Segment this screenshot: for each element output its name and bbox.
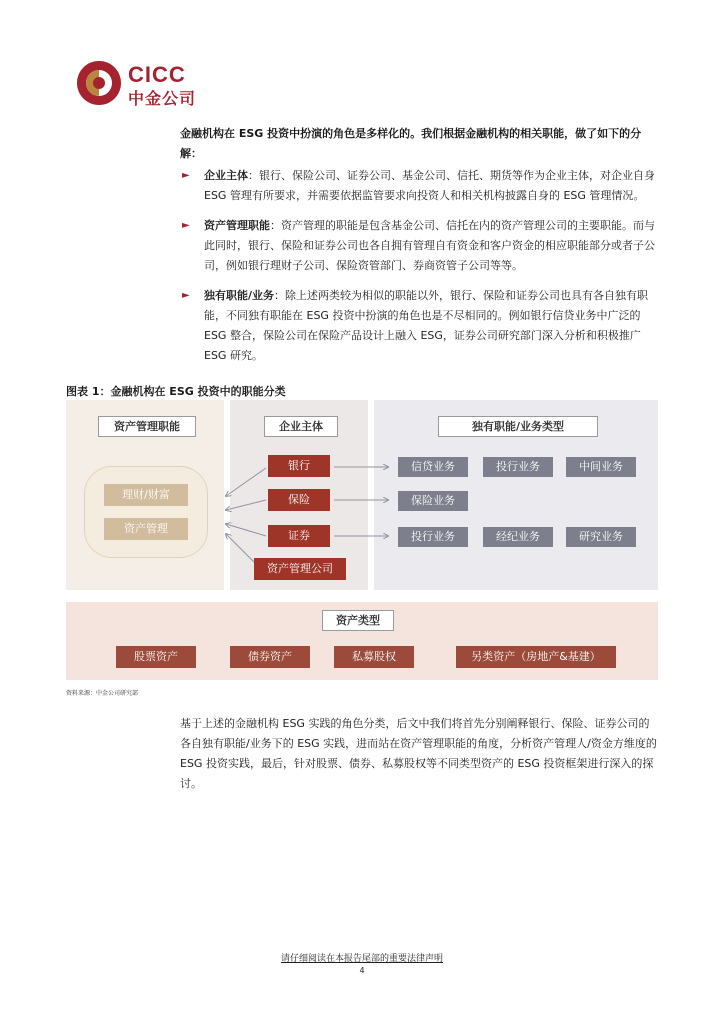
entity-bank: 银行 — [268, 455, 330, 477]
asset-type-alternative: 另类资产（房地产&基建） — [456, 646, 616, 668]
asset-management-header: 资产管理职能 — [98, 416, 196, 437]
bullet-list — [180, 166, 660, 376]
logo-text-cn: 中金公司 — [128, 89, 197, 108]
legal-notice-text: 请仔细阅读在本报告尾部的重要法律声明 — [280, 954, 443, 964]
figure-source: 资料来源：中金公司研究部 — [66, 690, 139, 697]
bullet-term: 资产管理职能 — [204, 219, 270, 232]
arrow-securities-to-asset — [226, 524, 266, 536]
figure-title: 图表 1：金融机构在 ESG 投资中的职能分类 — [66, 385, 286, 398]
asset-item-wealth: 理财/财富 — [104, 484, 188, 506]
body-paragraph: 基于上述的金融机构 ESG 实践的角色分类，后文中我们将首先分别阐释银行、保险、证券公司的各自独有职能/业务下的 ESG 实践，进而站在资产管理职能的角度，分析资产管理人/资金方维度的 ESG 投资实践，最后，针对股票、债券、私募股权等不同类型资产的 ESG 投资框架进行深入的探讨。 — [180, 717, 657, 790]
service-intermediary: 中间业务 — [566, 457, 636, 477]
service-investment-banking: 投行业务 — [398, 527, 468, 547]
asset-type-private-equity: 私募股权 — [334, 646, 414, 668]
entity-asset-management-company: 资产管理公司 — [254, 558, 346, 580]
diagram-arrows — [66, 400, 658, 600]
bullet-text: ：银行、保险公司、证券公司、基金公司、信托、期货等作为企业主体，对企业自身 ESG 管理有所要求，并需要依据监管要求向投资人和相关机构披露自身的 ESG 管理情况。 — [204, 169, 655, 202]
triangle-bullet-icon: ► — [182, 220, 190, 231]
cicc-logo — [76, 58, 206, 108]
arrow-bank-to-asset — [226, 468, 266, 496]
intro-paragraph: 金融机构在 ESG 投资中扮演的角色是多样化的。我们根据金融机构的相关职能，做了如下的分解： — [180, 127, 642, 160]
service-credit: 信贷业务 — [398, 457, 468, 477]
bullet-item — [180, 216, 660, 276]
asset-type-equity: 股票资产 — [116, 646, 196, 668]
entity-insurance: 保险 — [268, 489, 330, 511]
bullet-text: ：除上述两类较为相似的职能以外，银行、保险和证券公司也具有各自独有职能，不同独有职能在 ESG 投资中扮演的角色也是不尽相同的。例如银行信贷业务中广泛的 ESG 整合，保险公司在保险产品设计上融入 ESG，证券公司研究部门深入分析和积极推广 ESG 研究。 — [204, 289, 649, 362]
arrow-amc-to-asset — [226, 534, 254, 562]
asset-type-bond: 债券资产 — [230, 646, 310, 668]
bullet-item — [180, 166, 660, 206]
service-research: 研究业务 — [566, 527, 636, 547]
asset-item-management: 资产管理 — [104, 518, 188, 540]
function-classification-diagram — [66, 400, 658, 682]
triangle-bullet-icon: ► — [182, 170, 190, 181]
service-insurance: 保险业务 — [398, 491, 468, 511]
entity-securities: 证券 — [268, 525, 330, 547]
bullet-term: 企业主体 — [204, 169, 248, 182]
asset-types-header: 资产类型 — [322, 610, 394, 631]
entity-header: 企业主体 — [264, 416, 338, 437]
arrow-insurance-to-asset — [226, 500, 266, 510]
cicc-logo-icon — [76, 60, 122, 106]
unique-business-header: 独有职能/业务类型 — [438, 416, 598, 437]
bullet-term: 独有职能/业务 — [204, 289, 275, 302]
logo-text-en: CICC — [128, 62, 186, 87]
legal-notice-link[interactable] — [0, 951, 724, 964]
bullet-item — [180, 286, 660, 366]
bullet-text: ：资产管理的职能是包含基金公司、信托在内的资产管理公司的主要职能。而与此同时，银行、保险和证券公司也各自拥有管理自有资金和客户资金的相应职能部分或者子公司，例如银行理财子公司、保险资管部门、券商资管子公司等等。 — [204, 219, 655, 272]
service-investment-banking: 投行业务 — [483, 457, 553, 477]
triangle-bullet-icon: ► — [182, 290, 190, 301]
service-brokerage: 经纪业务 — [483, 527, 553, 547]
page-number: 4 — [359, 966, 365, 975]
